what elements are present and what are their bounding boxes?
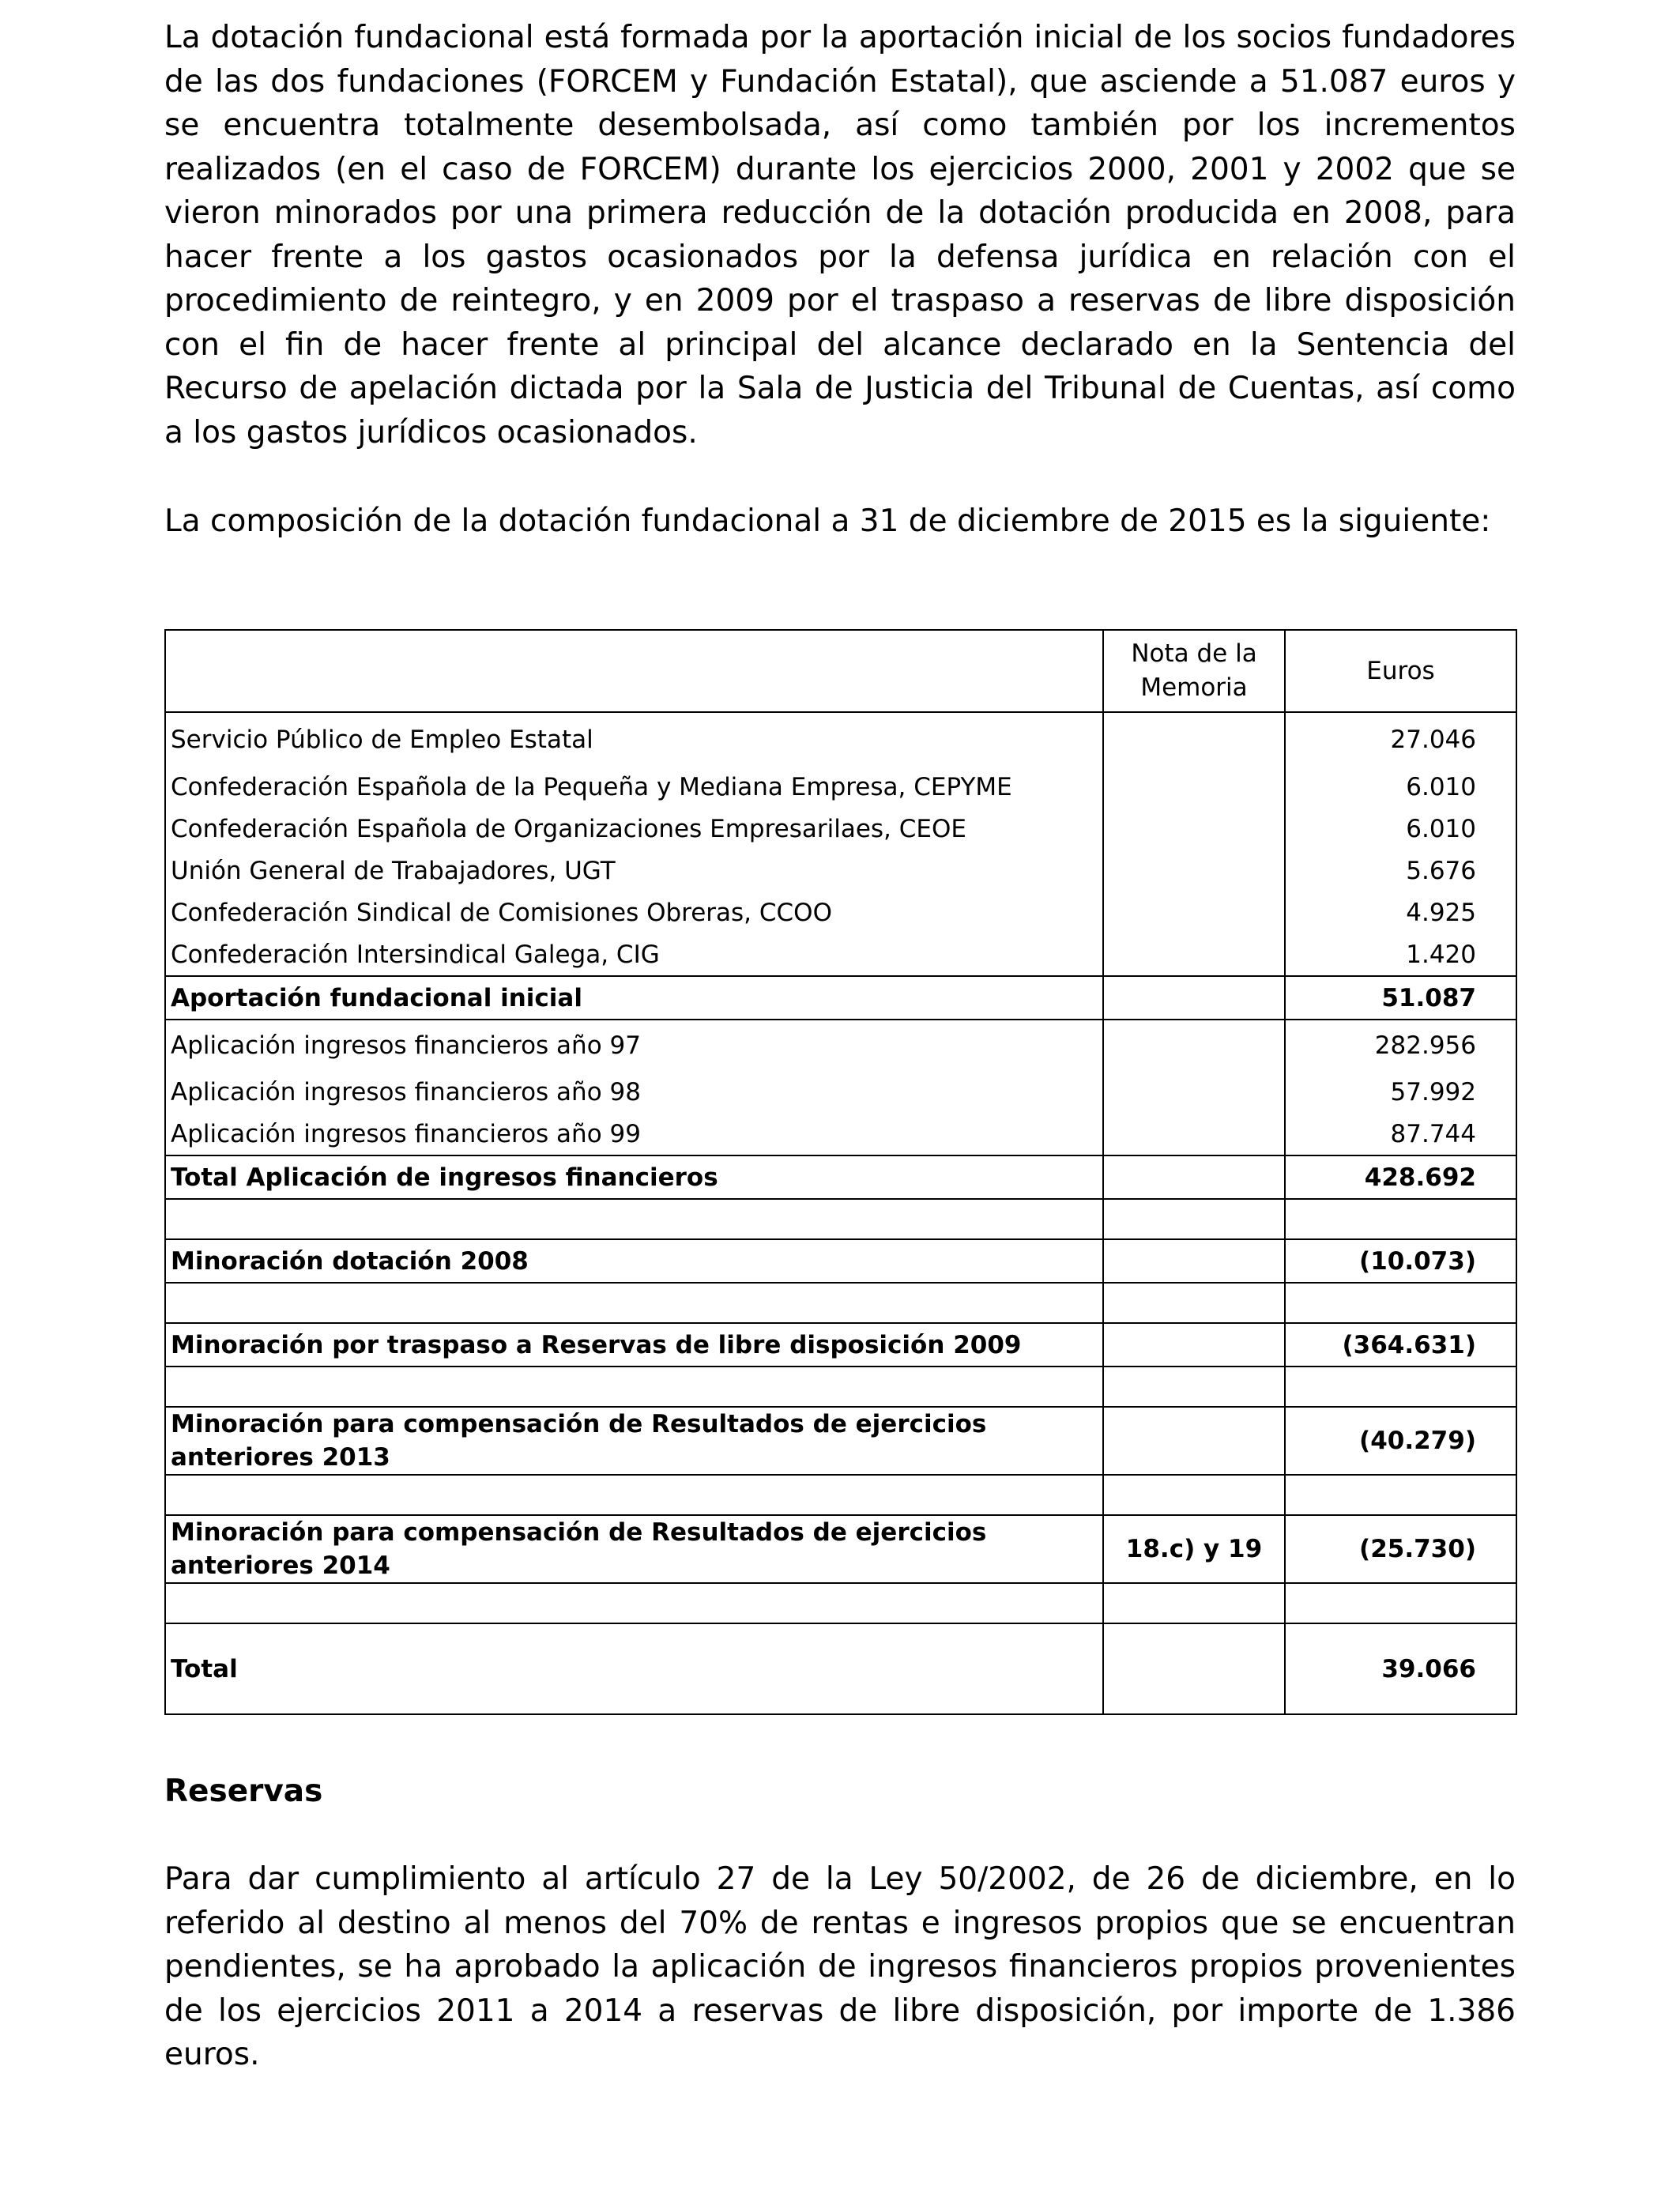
row-value: 5.676	[1285, 850, 1516, 892]
row-value: (10.073)	[1285, 1239, 1516, 1283]
row-note	[1103, 850, 1285, 892]
row-note	[1103, 1623, 1285, 1714]
row-label: Confederación Sindical de Comisiones Obreras, CCOO	[165, 892, 1103, 933]
row-label: Confederación Española de Organizaciones Empresarilaes, CEOE	[165, 808, 1103, 850]
row-value: 6.010	[1285, 808, 1516, 850]
table-row	[165, 850, 1516, 892]
row-note	[1103, 1155, 1285, 1199]
total-row	[165, 1623, 1516, 1714]
row-label: Minoración para compensación de Resultados de ejercicios anteriores 2014	[165, 1515, 1103, 1583]
spacer-row	[165, 1367, 1516, 1407]
row-value: 6.010	[1285, 766, 1516, 808]
composition-paragraph: La composición de la dotación fundacional a 31 de diciembre de 2015 es la siguiente:	[164, 503, 1491, 539]
header-note: Nota de la Memoria	[1103, 630, 1285, 712]
reservas-heading: Reservas	[164, 1774, 323, 1809]
row-label: Confederación Intersindical Galega, CIG	[165, 933, 1103, 976]
row-value: (364.631)	[1285, 1323, 1516, 1367]
row-value: (25.730)	[1285, 1515, 1516, 1583]
table-row	[165, 1071, 1516, 1113]
adjustment-row	[165, 1239, 1516, 1283]
table-row	[165, 892, 1516, 933]
table-row	[165, 1113, 1516, 1155]
table-row	[165, 712, 1516, 766]
row-label: Aplicación ingresos financieros año 97	[165, 1020, 1103, 1071]
row-note	[1103, 1113, 1285, 1155]
row-note	[1103, 808, 1285, 850]
table-header-row	[165, 630, 1516, 712]
row-note	[1103, 712, 1285, 766]
spacer-row	[165, 1583, 1516, 1623]
row-value: 51.087	[1285, 976, 1516, 1020]
spacer-row	[165, 1475, 1516, 1515]
row-label: Aportación fundacional inicial	[165, 976, 1103, 1020]
row-value: 27.046	[1285, 712, 1516, 766]
adjustment-row	[165, 1515, 1516, 1583]
row-note	[1103, 1323, 1285, 1367]
row-note	[1103, 933, 1285, 976]
row-label: Minoración por traspaso a Reservas de libre disposición 2009	[165, 1323, 1103, 1367]
row-label: Servicio Público de Empleo Estatal	[165, 712, 1103, 766]
row-label: Minoración para compensación de Resultados de ejercicios anteriores 2013	[165, 1407, 1103, 1475]
reservas-paragraph: Para dar cumplimiento al artículo 27 de la Ley 50/2002, de 26 de diciembre, en lo referido al destino al menos del 70% de rentas e ingresos propios que se encuentran pendientes, se ha aprobado la aplicación de ingresos financieros propios provenientes de los ejercicios 2011 a 2014 a reservas de libre disposición, por importe de 1.386 euros.	[164, 1861, 1516, 2072]
table-row	[165, 808, 1516, 850]
intro-paragraph: La dotación fundacional está formada por la aportación inicial de los socios fundadores de las dos fundaciones (FORCEM y Fundación Estatal), que asciende a 51.087 euros y se encuentra totalmente desembolsada, así como también por los incrementos realizados (en el caso de FORCEM) durante los ejercicios 2000, 2001 y 2002 que se vieron minorados por una primera reducción de la dotación producida en 2008, para hacer frente a los gastos ocasionados por la defensa jurídica en relación con el procedimiento de reintegro, y en 2009 por el traspaso a reservas de libre disposición con el fin de hacer frente al principal del alcance declarado en la Sentencia del Recurso de apelación dictada por la Sala de Justicia del Tribunal de Cuentas, así como a los gastos jurídicos ocasionados.	[164, 20, 1516, 450]
row-label: Aplicación ingresos financieros año 99	[165, 1113, 1103, 1155]
table-row	[165, 933, 1516, 976]
spacer-row	[165, 1283, 1516, 1323]
table-row	[165, 766, 1516, 808]
row-value: 57.992	[1285, 1071, 1516, 1113]
row-value: (40.279)	[1285, 1407, 1516, 1475]
row-label: Total Aplicación de ingresos financieros	[165, 1155, 1103, 1199]
adjustment-row	[165, 1407, 1516, 1475]
row-value: 4.925	[1285, 892, 1516, 933]
table-row	[165, 1020, 1516, 1071]
header-concept	[165, 630, 1103, 712]
row-note	[1103, 976, 1285, 1020]
row-note	[1103, 1071, 1285, 1113]
row-value: 428.692	[1285, 1155, 1516, 1199]
row-note	[1103, 892, 1285, 933]
row-value: 87.744	[1285, 1113, 1516, 1155]
header-euros: Euros	[1285, 630, 1516, 712]
row-label: Aplicación ingresos financieros año 98	[165, 1071, 1103, 1113]
subtotal-row	[165, 1155, 1516, 1199]
row-value: 39.066	[1285, 1623, 1516, 1714]
row-note	[1103, 1407, 1285, 1475]
row-note	[1103, 1020, 1285, 1071]
row-label: Unión General de Trabajadores, UGT	[165, 850, 1103, 892]
row-value: 1.420	[1285, 933, 1516, 976]
dotacion-table	[164, 629, 1517, 1715]
adjustment-row	[165, 1323, 1516, 1367]
row-note: 18.c) y 19	[1103, 1515, 1285, 1583]
row-label: Minoración dotación 2008	[165, 1239, 1103, 1283]
row-label: Total	[165, 1623, 1103, 1714]
spacer-row	[165, 1199, 1516, 1239]
row-note	[1103, 1239, 1285, 1283]
row-note	[1103, 766, 1285, 808]
document-page	[164, 16, 1516, 2072]
subtotal-row	[165, 976, 1516, 1020]
row-value: 282.956	[1285, 1020, 1516, 1071]
row-label: Confederación Española de la Pequeña y Mediana Empresa, CEPYME	[165, 766, 1103, 808]
